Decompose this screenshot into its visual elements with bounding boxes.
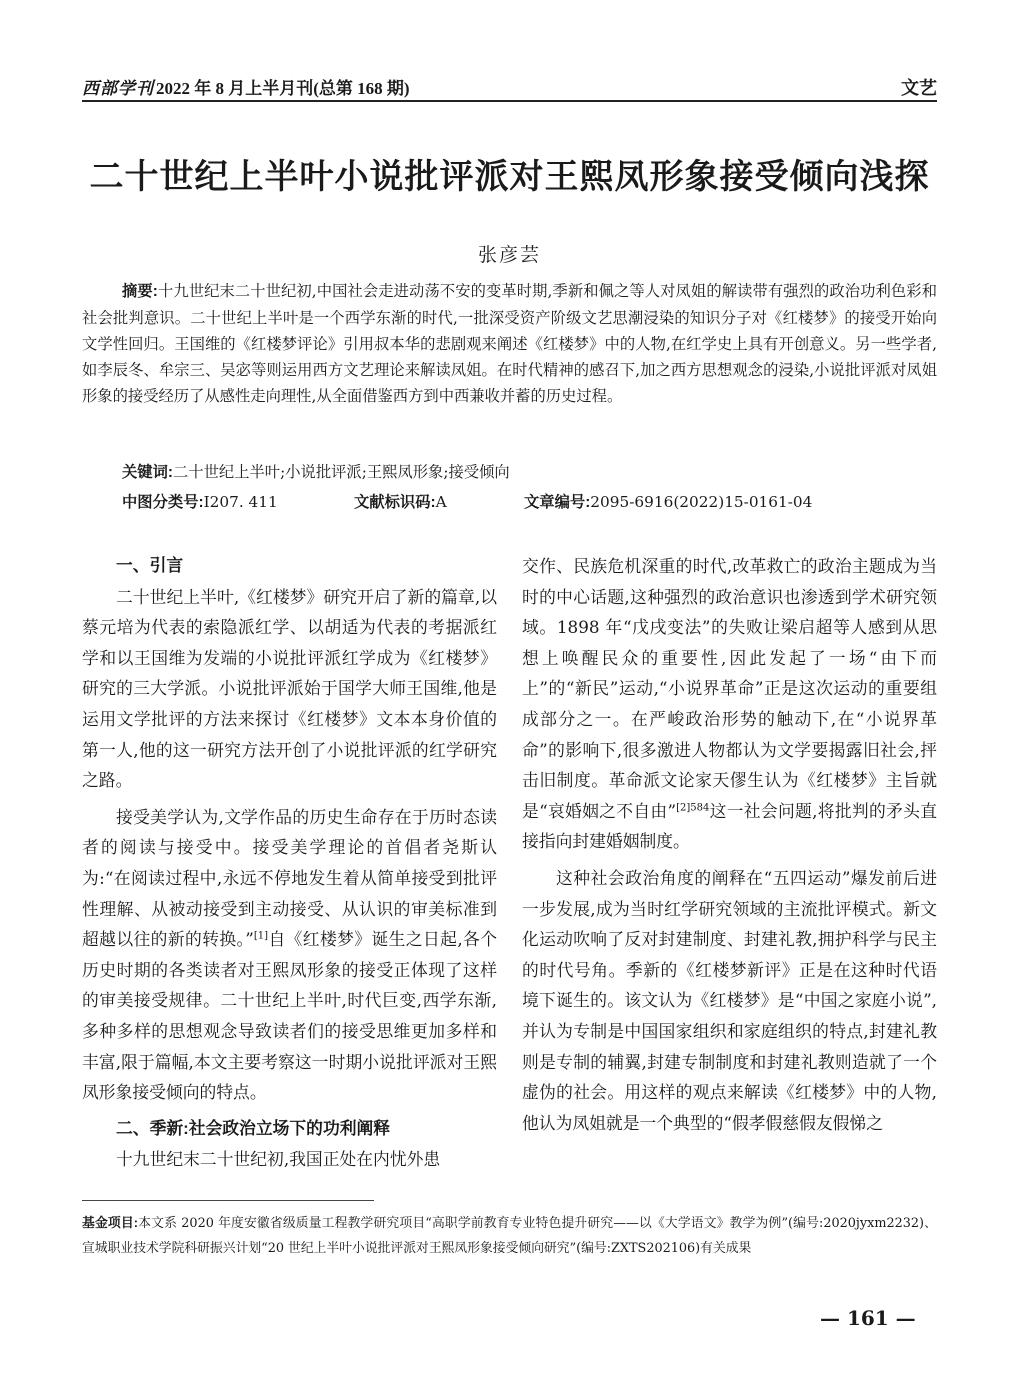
- keywords: [122, 460, 510, 482]
- article-number: [524, 490, 812, 512]
- body-paragraph-3-cont-a: 交作、民族危机深重的时代,改革救亡的政治主题成为当时的中心话题,这种强烈的政治意识也渗透到学术研究领域。1898 年“戊戌变法”的失败让梁启超等人感到从思想上唤醒民众的重要性,因此发起了一场“由下而上”的“新民”运动,“小说界革命”正是这次运动的重要组成部分之一。在严峻政治形势的触动下,在“小说界革命”的影响下,很多激进人物都认为文学要揭露旧社会,抨击旧制度。革命派文论家天僇生认为《红楼梦》主旨就是“哀婚姻之不自由”: [522, 556, 937, 821]
- page-number: — 161 —: [820, 1306, 916, 1330]
- body-paragraph-3-cont-b: 这一社会问题,将批判的矛头直接指向封建婚姻制度。: [522, 800, 937, 852]
- body-paragraph-3: 十九世纪末二十世纪初,我国正处在内忧外患: [116, 1149, 441, 1170]
- document-code: [354, 490, 447, 512]
- article-number-value: 2095-6916(2022)15-0161-04: [590, 493, 813, 511]
- footnote-divider: [82, 1200, 374, 1201]
- journal-logo: 西部学刊: [82, 79, 154, 98]
- body-paragraph-1: 二十世纪上半叶,《红楼梦》研究开启了新的篇章,以蔡元培为代表的索隐派红学、以胡适为代表的考据派红学和以王国维为发端的小说批评派红学成为《红楼梦》研究的三大学派。小说批评派始于国学大师王国维,他是运用文学批评的方法来探讨《红楼梦》文本本身价值的第一人,他的这一研究方法开创了小说批评派的红学研究之路。: [82, 586, 497, 791]
- citation-2: [2]584: [676, 802, 710, 814]
- clc-label: 中图分类号:: [122, 494, 204, 511]
- section-label: 文艺: [901, 78, 937, 98]
- body-paragraph-3-continued: [522, 551, 937, 857]
- journal-issue-text: 2022 年 8 月上半月刊(总第 168 期): [156, 79, 410, 98]
- body-paragraph-4: 这种社会政治角度的阐释在“五四运动”爆发前后进一步发展,成为当时红学研究领域的主流批评模式。新文化运动吹响了反对封建制度、封建礼教,拥护科学与民主的时代号角。季新的《红楼梦新评》正是在这种时代语境下诞生的。该文认为《红楼梦》是“中国之家庭小说”,并认为专制是中国国家组织和家庭组织的特点,封建礼教则是专制的辅翼,封建专制制度和封建礼教则造就了一个虚伪的社会。用这样的观点来解读《红楼梦》中的人物,他认为凤姐就是一个典型的“假孝假慈假友假悌之: [522, 867, 937, 1133]
- abstract: [82, 278, 937, 409]
- abstract-label: 摘要:: [122, 283, 158, 300]
- clc-value: I207. 411: [203, 493, 278, 511]
- citation-1: [1]: [253, 930, 269, 942]
- body-column-left: [82, 551, 497, 1181]
- body-column-right: [522, 551, 937, 1144]
- article-author: 张彦芸: [477, 244, 541, 266]
- article-number-label: 文章编号:: [524, 494, 591, 511]
- body-paragraph-2-b: 自《红楼梦》诞生之日起,各个历史时期的各类读者对王熙凤形象的接受正体现了这样的审美接受规律。二十世纪上半叶,时代巨变,西学东渐,多种多样的思想观念导致读者们的接受思维更加多样和丰富,限于篇幅,本文主要考察这一时期小说批评派对王熙凤形象接受倾向的特点。: [82, 929, 497, 1103]
- section-heading-1: 一、引言: [116, 556, 184, 575]
- page-header: [82, 74, 937, 98]
- keywords-text: 二十世纪上半叶;小说批评派;王熙凤形象;接受倾向: [173, 463, 510, 481]
- doc-label: 文献标识码:: [354, 494, 436, 511]
- article-title: 二十世纪上半叶小说批评派对王熙凤形象接受倾向浅探: [89, 157, 930, 197]
- footnote: [82, 1210, 937, 1261]
- footnote-label: 基金项目:: [82, 1215, 139, 1230]
- doc-value: A: [435, 493, 447, 511]
- section-heading-2: 二、季新:社会政治立场下的功利阐释: [116, 1118, 391, 1138]
- header-divider: [82, 100, 937, 102]
- footnote-text: 本文系 2020 年度安徽省级质量工程教学研究项目“高职学前教育专业特色提升研究——以《大学语文》教学为例”(编号:2020jyxm2232)、宣城职业技术学院科研振兴计划“20 世纪上半叶小说批评派对王熙凤形象接受倾向研究”(编号:ZXTS202106)有关成果: [82, 1216, 937, 1256]
- body-paragraph-2: [82, 802, 497, 1108]
- journal-issue: [82, 74, 410, 99]
- body-paragraph-2-a: 接受美学认为,文学作品的历史生命存在于历时态读者的阅读与接受中。接受美学理论的首倡者尧斯认为:“在阅读过程中,永远不停地发生着从简单接受到批评性理解、从被动接受到主动接受、从认识的审美标准到超越以往的新的转换。”: [82, 806, 497, 950]
- keywords-label: 关键词:: [122, 464, 173, 481]
- abstract-text: 十九世纪末二十世纪初,中国社会走进动荡不安的变革时期,季新和佩之等人对凤姐的解读带有强烈的政治功利色彩和社会批判意识。二十世纪上半叶是一个西学东渐的时代,一批深受资产阶级文艺思潮浸染的知识分子对《红楼梦》的接受开始向文学性回归。王国维的《红楼梦评论》引用叔本华的悲剧观来阐述《红楼梦》中的人物,在红学史上具有开创意义。另一些学者,如李辰冬、牟宗三、吴宓等则运用西方文艺理论来解读凤姐。在时代精神的感召下,加之西方思想观念的浸染,小说批评派对凤姐形象的接受经历了从感性走向理性,从全面借鉴西方到中西兼收并蓄的历史过程。: [82, 282, 937, 405]
- clc-number: [122, 490, 278, 512]
